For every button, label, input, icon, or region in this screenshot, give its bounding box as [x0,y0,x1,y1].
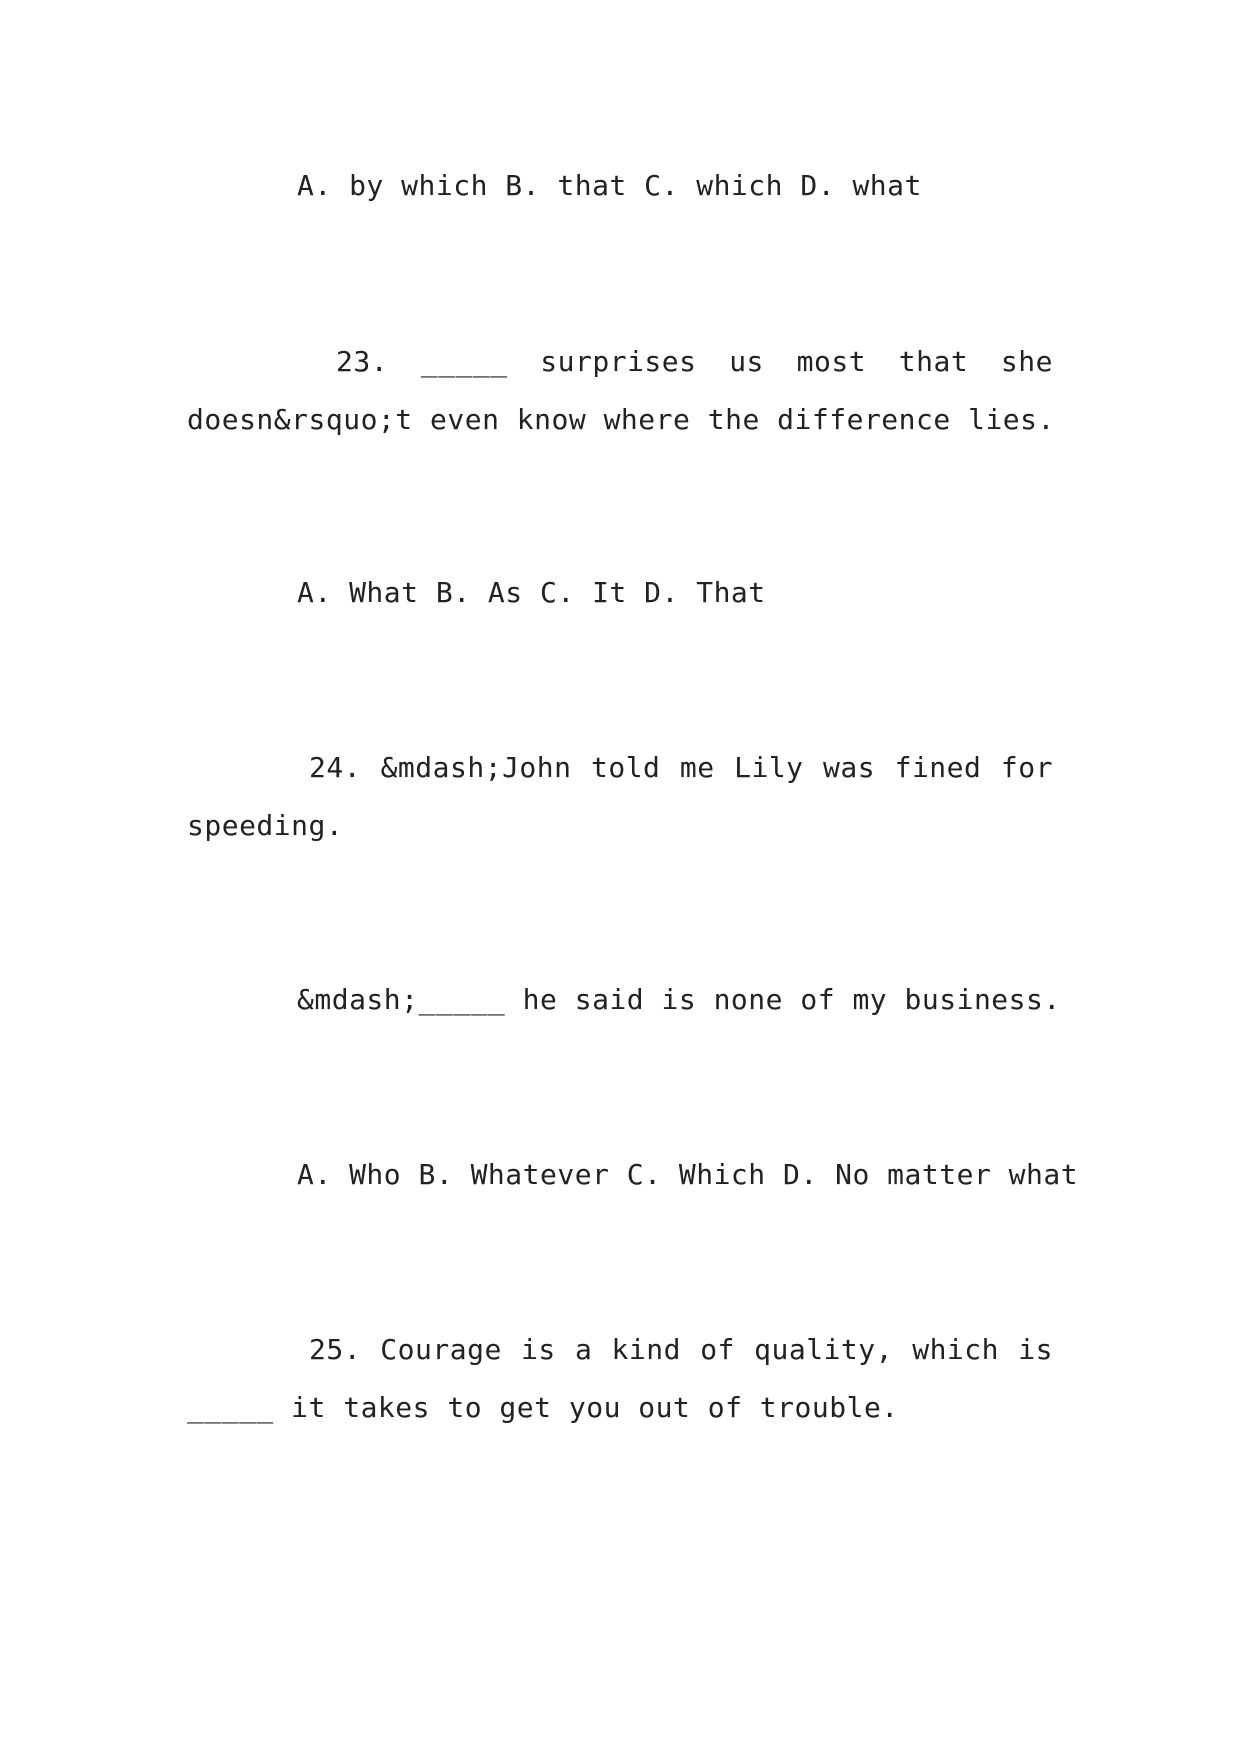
q25-word: Courage [380,1333,502,1366]
q23-word: that [898,345,969,378]
q25-line2: _____ it takes to get you out of trouble. [187,1391,899,1424]
q24-word: &mdash;John [380,751,572,784]
q23-word: us [729,345,764,378]
q24-reply: &mdash;_____ he said is none of my business. [297,983,1061,1016]
q24-word: was [823,751,876,784]
q23-line1 [336,345,1053,378]
q25-word: 25. [309,1333,362,1366]
q23-word: she [1000,345,1053,378]
q25-word: kind [611,1333,681,1366]
q24-word: 24. [309,751,362,784]
q23-word: 23. [336,345,389,378]
q24-word: told [590,751,661,784]
q24-word: for [1000,751,1053,784]
q25-word: quality, [754,1333,893,1366]
q25-word: of [700,1333,735,1366]
q24-line1 [309,751,1053,784]
q24-word: fined [894,751,982,784]
q23-line2: doesn&rsquo;t even know where the difference lies. [187,403,1055,436]
q25-word: a [574,1333,593,1366]
q25-word: is [521,1333,556,1366]
q25-line1 [309,1333,1053,1366]
q23-word: surprises [540,345,697,378]
q25-word: which [912,1333,1000,1366]
q23-blank: _____ [420,345,508,378]
q25-word: is [1018,1333,1053,1366]
q22-options: A. by which B. that C. which D. what [297,169,922,202]
q24-line2: speeding. [187,809,344,842]
q23-options: A. What B. As C. It D. That [297,576,766,609]
q23-word: most [796,345,867,378]
q24-word: Lily [734,751,804,784]
q24-options: A. Who B. Whatever C. Which D. No matter what [297,1158,1079,1191]
q24-word: me [679,751,715,784]
